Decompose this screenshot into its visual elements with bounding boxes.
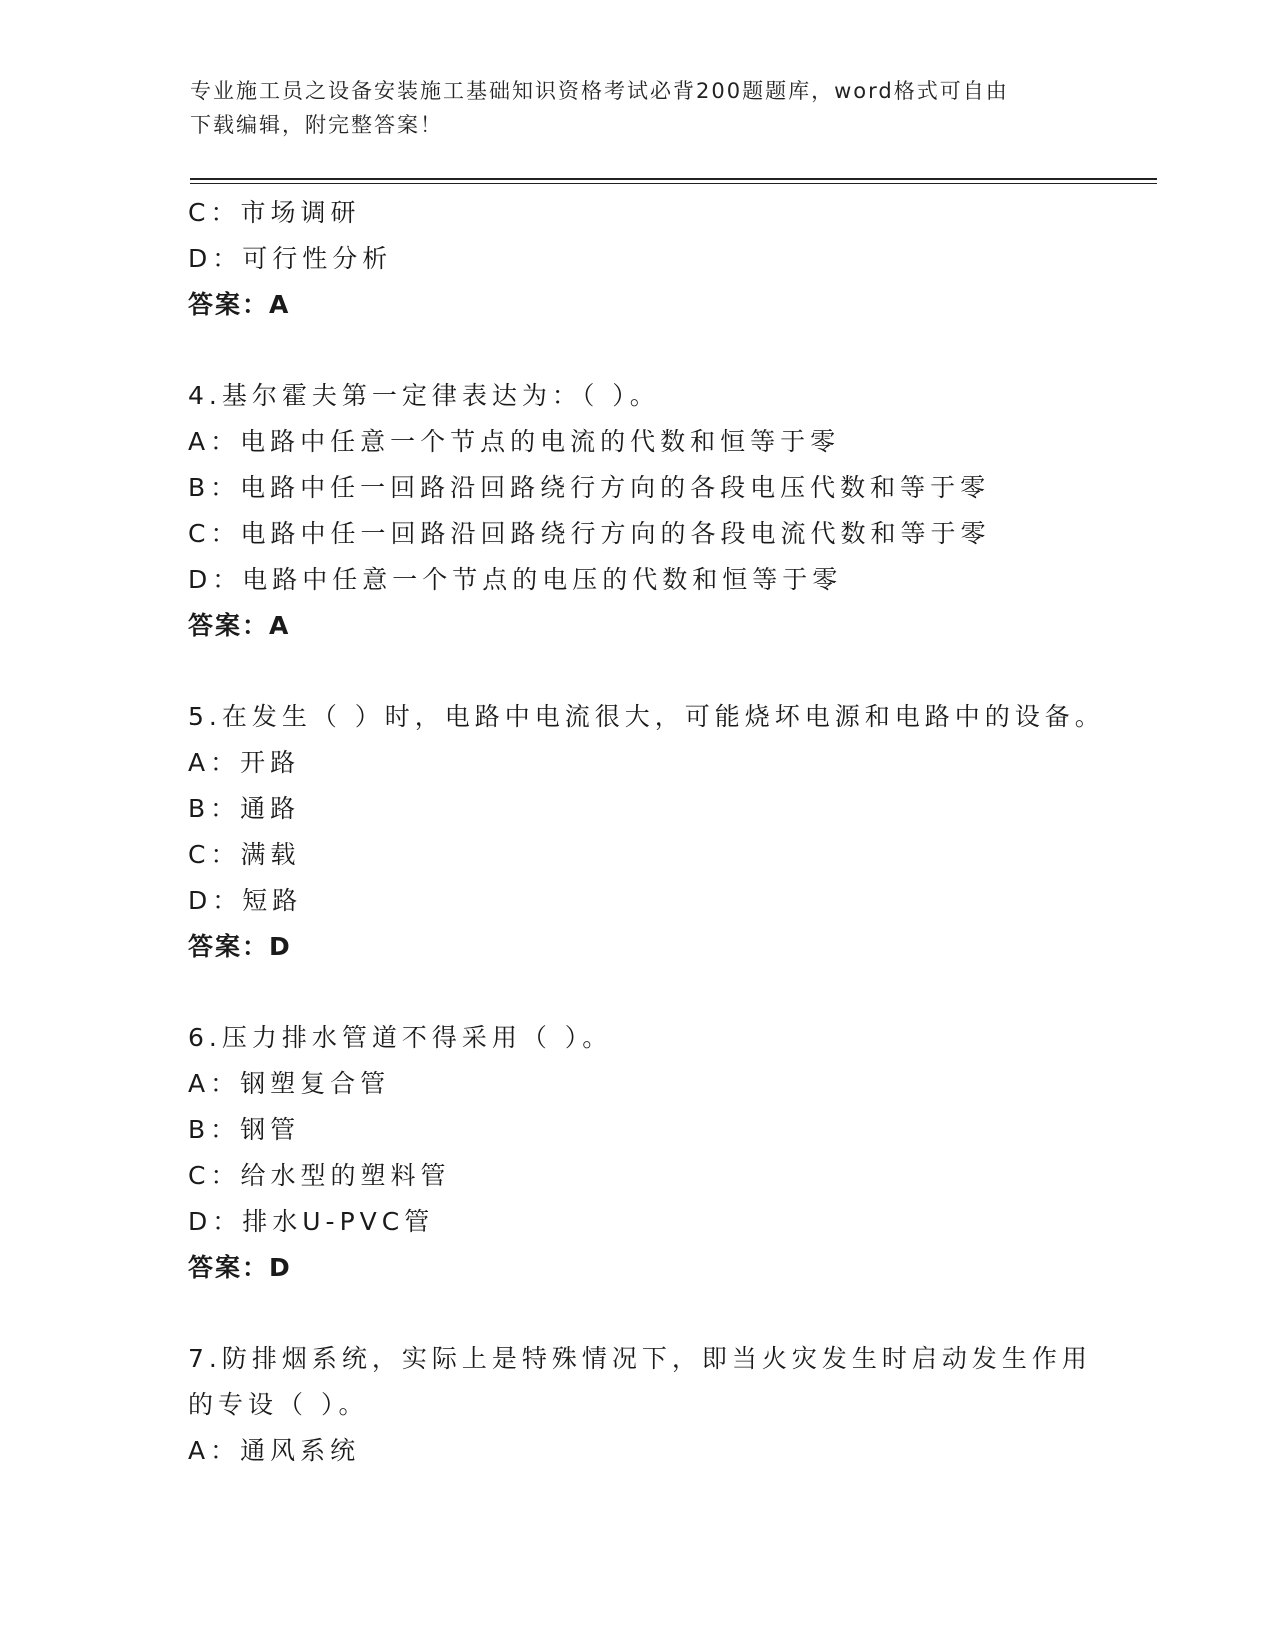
- header-divider-thick: [190, 178, 1157, 180]
- option-line: A：钢塑复合管: [188, 1069, 391, 1098]
- answer-line: 答案：A: [188, 611, 291, 640]
- option-line: C：市场调研: [188, 198, 361, 227]
- spacer: [188, 649, 1158, 694]
- question-text: 4.基尔霍夫第一定律表达为：（ ）。: [188, 381, 660, 410]
- answer-line: 答案：D: [188, 1253, 292, 1282]
- question-text: 7.防排烟系统，实际上是特殊情况下，即当火灾发生时启动发生作用: [188, 1344, 1092, 1373]
- option-line: B：通路: [188, 794, 301, 823]
- option-line: D：可行性分析: [188, 244, 393, 273]
- header-line-1: 专业施工员之设备安装施工基础知识资格考试必背200题题库，word格式可自由: [190, 79, 1009, 103]
- document-header: [190, 74, 1070, 142]
- spacer: [188, 1291, 1158, 1336]
- question-text: 6.压力排水管道不得采用（ ）。: [188, 1023, 613, 1052]
- spacer: [188, 328, 1158, 373]
- option-line: C：电路中任一回路沿回路绕行方向的各段电流代数和等于零: [188, 519, 991, 548]
- option-line: D：电路中任意一个节点的电压的代数和恒等于零: [188, 565, 843, 594]
- option-line: A：电路中任意一个节点的电流的代数和恒等于零: [188, 427, 841, 456]
- option-line: B：钢管: [188, 1115, 301, 1144]
- option-line: A：开路: [188, 748, 301, 777]
- question-content: [188, 190, 1158, 1474]
- question-text-continued: 的专设（ ）。: [188, 1390, 369, 1419]
- answer-line: 答案：D: [188, 932, 292, 961]
- option-line: D：排水U-PVC管: [188, 1207, 435, 1236]
- option-line: C：满载: [188, 840, 301, 869]
- header-line-2: 下载编辑，附完整答案！: [190, 113, 443, 137]
- question-text: 5.在发生（ ）时，电路中电流很大，可能烧坏电源和电路中的设备。: [188, 702, 1105, 731]
- header-divider-thin: [190, 183, 1157, 184]
- answer-line: 答案：A: [188, 290, 291, 319]
- option-line: A：通风系统: [188, 1436, 361, 1465]
- option-line: D：短路: [188, 886, 303, 915]
- spacer: [188, 970, 1158, 1015]
- option-line: B：电路中任一回路沿回路绕行方向的各段电压代数和等于零: [188, 473, 991, 502]
- option-line: C：给水型的塑料管: [188, 1161, 451, 1190]
